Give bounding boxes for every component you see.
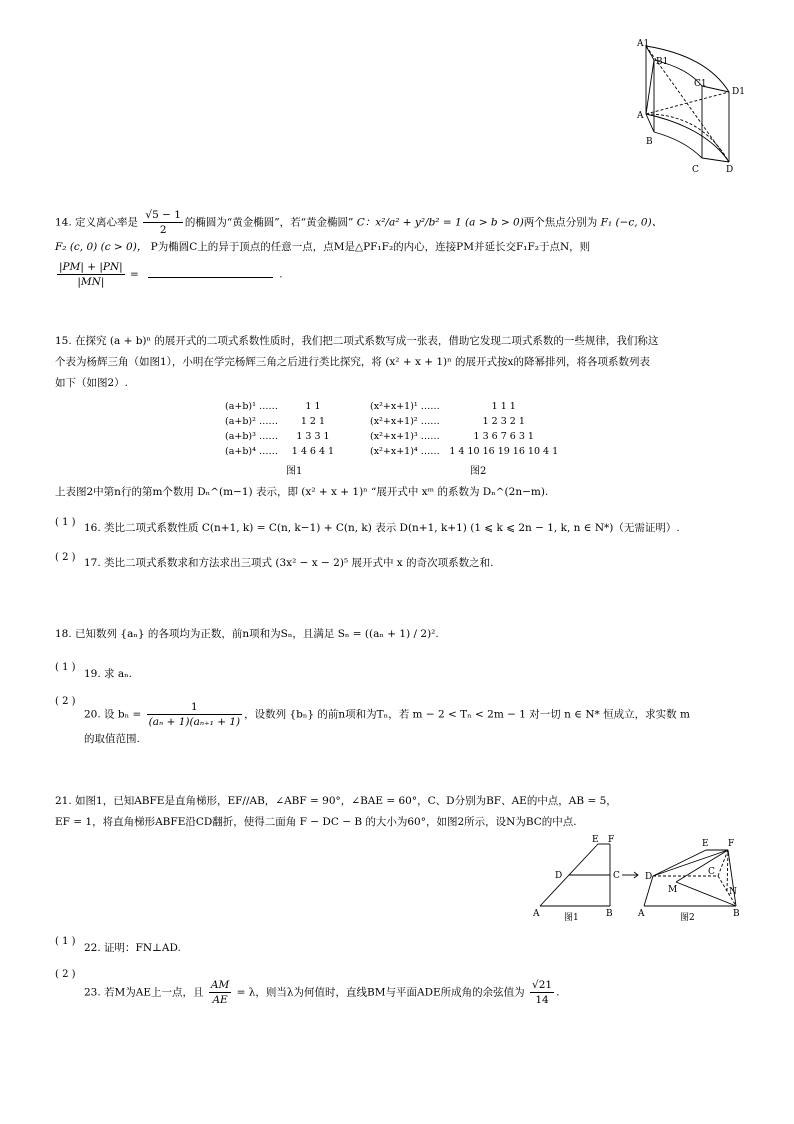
q14-number: 14. [55,216,72,229]
fig-label-b1: B1 [656,57,669,67]
q21-sub1-index: ( 1 ) [55,936,76,947]
fig1-row-values: 1 3 3 1 [296,431,330,442]
fig2-row-label: (x²+x+1)³ …… [370,431,440,442]
q15-line3 [55,373,745,394]
fig2-row-values: 1 3 6 7 6 3 1 [473,431,534,442]
q21-fig2-label-n: N [729,887,737,897]
q14-ratio-fraction: $\frac{|PM| + |PN|}{|MN|}$ [59,261,123,288]
q21-number: 21. [55,795,72,807]
q15-sub1-text: 16. 类比二项式系数性质 C(n+1, k) = C(n, k−1) + C(n, k) 表示 D(n+1, k+1) (1 ⩽ k ⩽ 2n − 1, k, n ∈ N*)（无需证明）. [84,522,680,534]
fig2-row [370,399,568,414]
q21-sub2-end: . [556,986,560,999]
q21-line1 [55,791,745,812]
trinomial-table-fig2 [370,399,568,459]
question-18 [55,624,745,645]
q18-sub2-pre: 20. 设 bₙ = [84,708,142,721]
fig-label-c1: C1 [694,79,707,89]
fig1-row [225,414,348,429]
fig-label-a1: A1 [637,39,650,49]
q15-text3: 如下（如图2）. [55,377,129,389]
q14-line3 [55,260,745,289]
fig-label-a: A [637,111,644,121]
q14-ellipse-eq: C：x²/a² + y²/b² = 1 (a > b > 0) [356,216,524,229]
q21-sub1-text: 22. 证明：FN⊥AD. [84,942,181,954]
fig-label-b: B [646,137,653,147]
q14-text1: 定义离心率是 [75,216,139,229]
q21-fig2-label-f: F [728,839,735,849]
q21-fig2-label-c: C [708,867,715,877]
fig2-row [370,444,568,459]
q14-eq-sign: = [130,268,139,281]
q15-text1: 在探究 (a + b)ⁿ 的展开式的二项式系数性质时，我们把二项式系数写成一张表，借助它发现二项式系数的一些规律，我们称这 [75,335,659,347]
q18-number: 18. [55,628,72,640]
q21-fig2-label-m: M [668,885,678,895]
fig2-row-label: (x²+x+1)² …… [370,416,440,427]
q18-sub2-line2 [84,729,749,750]
q14-text4: P为椭圆C上的异于顶点的任意一点，点M是△PF₁F₂的内心，连接PM并延长交F₁F₂于点N，则 [150,241,591,253]
q14-f2: F₂ (c, 0) (c > 0)， [55,241,148,253]
question-21 [55,791,745,833]
fig-label-c: C [692,165,699,175]
q18-text: 已知数列 {aₙ} 的各项均为正数，前n项和为Sₙ，且满足 Sₙ = ((aₙ + 1) / 2)². [75,628,439,640]
q15-number: 15. [55,335,72,347]
q21-sub2-mid: = λ，则当λ为何值时，直线BM与平面ADE所成角的余弦值为 [236,986,525,999]
q18-sub1-index: ( 1 ) [55,662,76,673]
q15-sub2-index: ( 2 ) [55,552,76,563]
fig2-caption: 图2 [470,466,487,477]
q21-fig1-label-a: A [533,909,540,919]
q15-text2: 个表为杨辉三角（如图1），小明在学完杨辉三角之后进行类比探究，将 (x² + x + 1)ⁿ 的展开式按x的降幂排列，将各项系数列表 [55,356,650,368]
q21-am-ae-fraction: $\frac{AM}{AE}$ [210,979,230,1006]
fig1-row-values: 1 1 [305,401,321,412]
q14-ecc-fraction: $\frac{√5 - 1}{2}$ [145,209,181,236]
fig2-row-values: 1 4 10 16 19 16 10 4 1 [449,446,559,457]
q21-sub2 [84,978,749,1007]
fig1-row-label: (a+b)⁴ …… [225,446,278,457]
q21-fig1-label-d: D [555,871,563,881]
q21-fig1-label-f: F [608,835,615,845]
q21-fig2-label-e: E [702,839,709,849]
q14-line2 [55,237,745,258]
fig1-row-label: (a+b)³ …… [225,431,278,442]
q21-sub2-index: ( 2 ) [55,969,76,980]
fig2-row-values: 1 1 1 [491,401,516,412]
fig1-row-values: 1 2 1 [300,416,326,427]
q18-sub2-text2: 的取值范围. [84,733,140,745]
q18-sub1 [84,664,744,685]
q14-line1 [55,208,745,237]
fig1-row-label: (a+b)² …… [225,416,278,427]
q18-sub1-text: 19. 求 aₙ. [84,668,133,680]
q21-fig2-label-a: A [638,909,645,919]
fig2-row [370,429,568,444]
fig1-caption: 图1 [286,466,303,477]
fig2-row-values: 1 2 3 2 1 [482,416,525,427]
q21-text1: 如图1，已知ABFE是直角梯形，EF//AB，∠ABF = 90°，∠BAE = 60°，C、D分别为BF、AE的中点，AB = 5， [75,795,617,807]
question-15 [55,331,745,394]
q21-fig2-caption: 图2 [680,913,695,923]
q14-end: . [279,268,283,281]
question-14 [55,208,745,289]
fig2-row [370,414,568,429]
q21-cosine-fraction: $\frac{√21}{14}$ [532,979,553,1006]
q21-fig2-label-d: D [645,872,653,882]
q18-sub2-index: ( 2 ) [55,696,76,707]
pascal-table-fig1 [225,399,348,459]
q15-sub1 [84,518,744,539]
fig2-row-label: (x²+x+1)⁴ …… [370,446,440,457]
q18-sub2 [84,700,749,750]
fig1-row-values: 1 4 6 4 1 [291,446,335,457]
q14-text3: 两个焦点分别为 [523,216,598,229]
q21-line2 [55,812,745,833]
q14-text2: 的椭圆为“黄金椭圆”，若“黄金椭圆” [184,216,354,229]
fig1-row [225,444,348,459]
figure-quarter-cylinder [628,34,746,176]
q21-text2: EF = 1，将直角梯形ABFE沿CD翻折，使得二面角 F − DC − B 的大小为60°，如图2所示，设N为BC的中点. [55,816,577,828]
q21-fig2-label-b: B [733,909,740,919]
fig-label-d1: D1 [732,87,745,97]
q15-line1 [55,331,745,352]
fig2-row-label: (x²+x+1)¹ …… [370,401,440,412]
q21-fig1-label-b: B [606,909,613,919]
q18-bn-fraction: $\frac{1}{\text{(aₙ + 1)(aₙ₊₁ + 1)}}$ [148,701,241,728]
q15-text4: 上表图2中第n行的第m个数用 Dₙ^(m−1) 表示，即 (x² + x + 1)ⁿ “展开式中 xᵐ 的系数为 Dₙ^(2n−m). [55,486,549,498]
q21-sub1 [84,938,744,959]
fig-label-d: D [726,165,734,175]
q15-sub2-text: 17. 类比二项式系数求和方法求出三项式 (3x² − x − 2)⁵ 展开式中 x 的奇次项系数之和. [84,557,494,569]
q15-line4 [55,482,745,503]
q21-fig1-label-e: E [592,835,599,845]
q21-figures [528,832,746,924]
q21-fig1-caption: 图1 [564,913,579,923]
q14-f1: F₁ (−c, 0)、 [600,216,663,229]
fig1-row-label: (a+b)¹ …… [225,401,278,412]
q21-sub2-pre: 23. 若M为AE上一点，且 [84,986,204,999]
fig1-row [225,399,348,414]
q18-sub2-line1 [84,700,749,729]
fig1-row [225,429,348,444]
q14-answer-blank[interactable] [148,265,273,278]
q18-sub2-post: ，设数列 {bₙ} 的前n项和为Tₙ，若 m − 2 < Tₙ < 2m − 1 对一切 n ∈ N* 恒成立，求实数 m [244,708,690,721]
q15-line2 [55,352,745,373]
q21-fig1-label-c: C [613,871,620,881]
q15-sub2 [84,553,744,574]
q15-sub1-index: ( 1 ) [55,517,76,528]
